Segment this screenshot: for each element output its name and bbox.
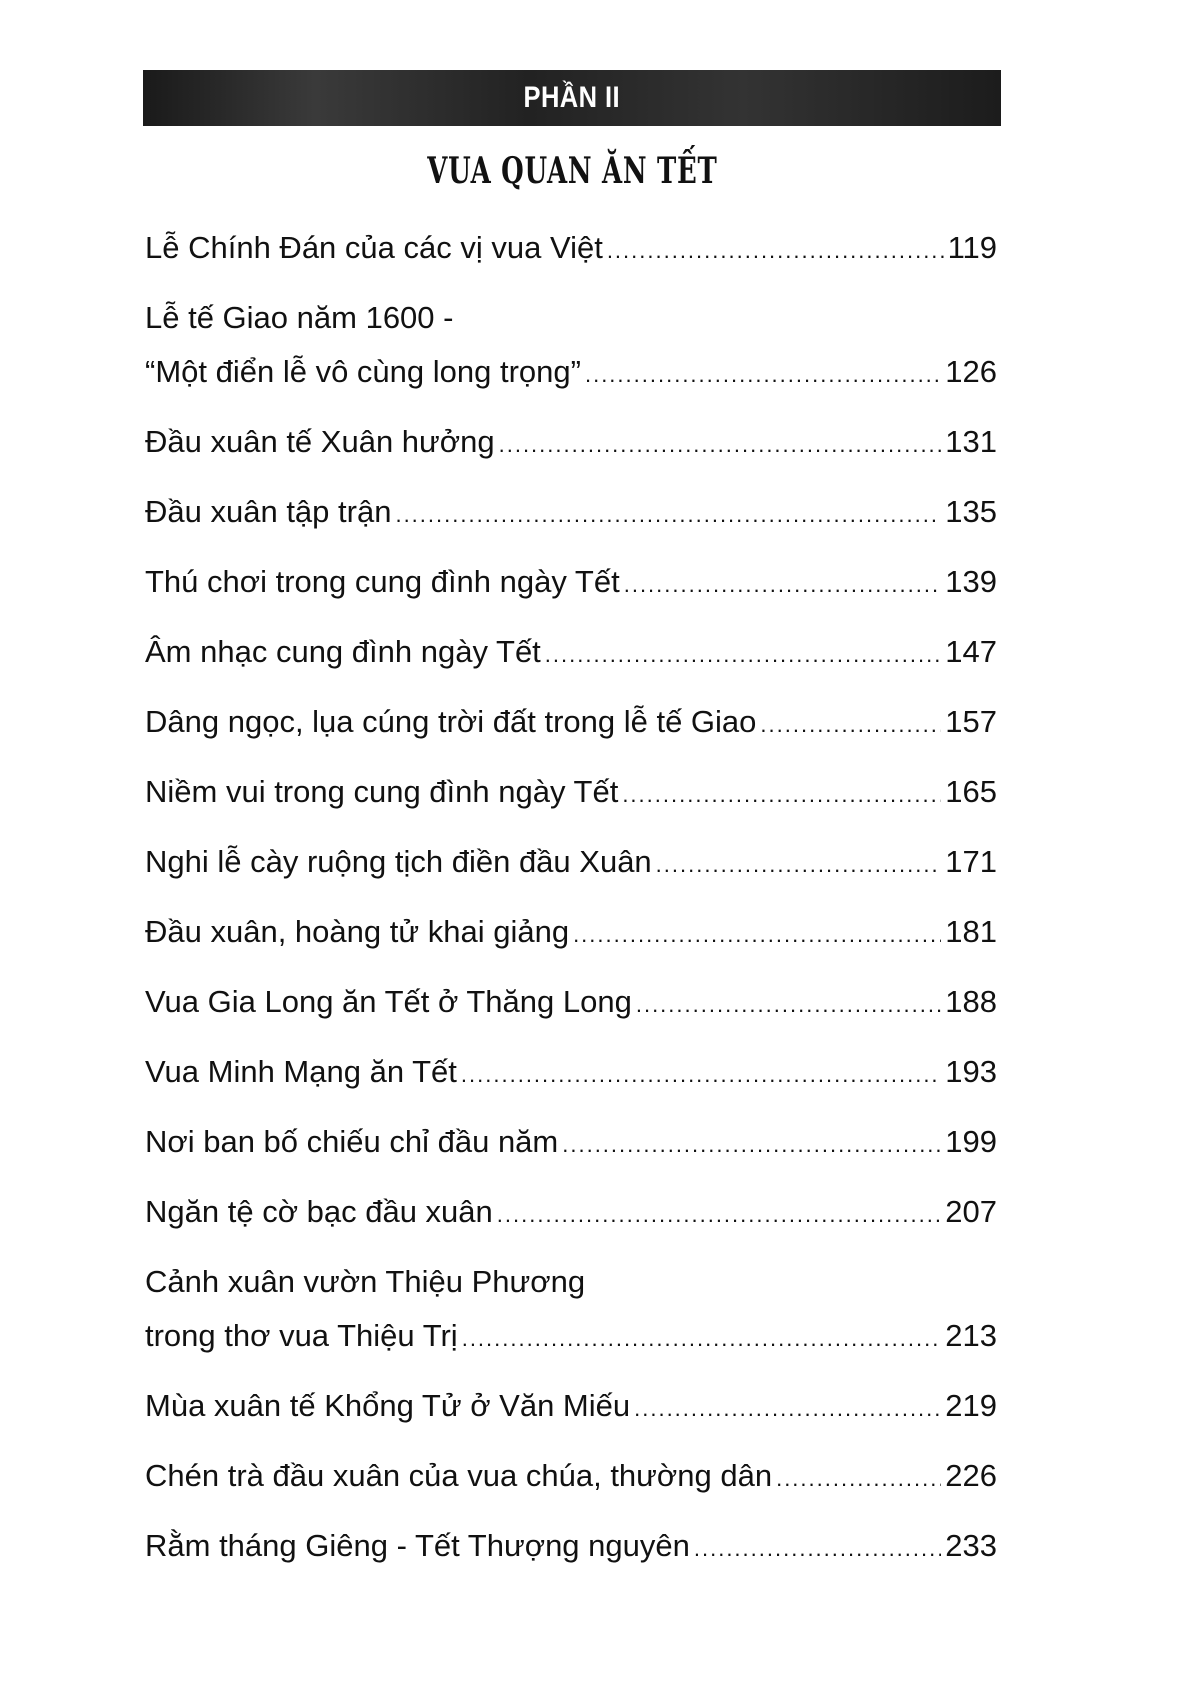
toc-page-number: 157: [945, 704, 997, 739]
toc-entry-title: Đầu xuân tập trận: [145, 494, 392, 529]
toc-entry-title: Cảnh xuân vườn Thiệu Phương: [145, 1264, 586, 1299]
toc-entry-title: Đầu xuân, hoàng tử khai giảng: [145, 914, 570, 949]
dot-leader: [776, 1452, 941, 1506]
dot-leader: [461, 1048, 941, 1102]
section-banner: [143, 70, 1001, 126]
toc-page-number: 119: [947, 230, 997, 265]
dot-leader: [562, 1118, 941, 1172]
table-of-contents: [145, 221, 997, 1589]
toc-entry-line: [145, 975, 997, 1032]
toc-entry[interactable]: [145, 975, 997, 1032]
toc-page-number: 207: [945, 1194, 997, 1229]
toc-entry-title: Vua Minh Mạng ăn Tết: [145, 1054, 457, 1089]
toc-entry-line: [145, 1185, 997, 1242]
section-title: VUA QUAN ĂN TẾT: [427, 150, 718, 192]
dot-leader: [634, 1382, 941, 1436]
toc-entry[interactable]: [145, 1185, 997, 1242]
toc-entry-line: [145, 485, 997, 542]
toc-entry-line: [145, 1045, 997, 1102]
dot-leader: [395, 488, 941, 542]
toc-page-number: 126: [945, 354, 997, 389]
toc-entry-title: Mùa xuân tế Khổng Tử ở Văn Miếu: [145, 1388, 631, 1423]
toc-entry-line: [145, 555, 997, 612]
toc-entry-title: Dâng ngọc, lụa cúng trời đất trong lễ tế Giao: [145, 704, 757, 739]
toc-entry-line: [145, 291, 997, 345]
toc-entry-title: Thú chơi trong cung đình ngày Tết: [145, 564, 620, 599]
dot-leader: [694, 1522, 941, 1576]
toc-entry-title: “Một điển lễ vô cùng long trọng”: [145, 354, 581, 389]
toc-entry-line: [145, 1255, 997, 1309]
dot-leader: [656, 838, 942, 892]
toc-page-number: 165: [945, 774, 997, 809]
dot-leader: [499, 418, 942, 472]
toc-entry-line: [145, 1115, 997, 1172]
toc-entry-line: [145, 695, 997, 752]
toc-entry-title: Lễ tế Giao năm 1600 -: [145, 300, 454, 335]
dot-leader: [760, 698, 941, 752]
toc-page-number: 233: [945, 1528, 997, 1563]
toc-entry[interactable]: [145, 1379, 997, 1436]
toc-entry[interactable]: [145, 765, 997, 822]
dot-leader: [636, 978, 941, 1032]
toc-entry[interactable]: [145, 905, 997, 962]
toc-entry-line: [145, 1449, 997, 1506]
toc-entry[interactable]: [145, 291, 997, 402]
toc-entry[interactable]: [145, 221, 997, 278]
dot-leader: [497, 1188, 941, 1242]
toc-entry-title: Chén trà đầu xuân của vua chúa, thường dân: [145, 1458, 773, 1493]
toc-page-number: 226: [945, 1458, 997, 1493]
toc-entry-title: Vua Gia Long ăn Tết ở Thăng Long: [145, 984, 632, 1019]
dot-leader: [462, 1312, 942, 1366]
toc-entry[interactable]: [145, 625, 997, 682]
toc-entry-line: [145, 1519, 997, 1576]
toc-entry-title: Nơi ban bố chiếu chỉ đầu năm: [145, 1124, 559, 1159]
toc-page-number: 199: [945, 1124, 997, 1159]
toc-entry[interactable]: [145, 1519, 997, 1576]
toc-entry[interactable]: [145, 1449, 997, 1506]
toc-page-number: 213: [945, 1318, 997, 1353]
toc-page-number: 147: [945, 634, 997, 669]
toc-entry-line: [145, 765, 997, 822]
toc-entry-line: [145, 1379, 997, 1436]
dot-leader: [573, 908, 941, 962]
dot-leader: [585, 348, 941, 402]
toc-entry[interactable]: [145, 555, 997, 612]
toc-entry-line: [145, 1309, 997, 1366]
toc-entry-title: Đầu xuân tế Xuân hưởng: [145, 424, 495, 459]
toc-entry-line: [145, 345, 997, 402]
toc-page-number: 219: [945, 1388, 997, 1423]
toc-entry[interactable]: [145, 1045, 997, 1102]
toc-entry-title: trong thơ vua Thiệu Trị: [145, 1318, 458, 1353]
toc-entry-title: Ngăn tệ cờ bạc đầu xuân: [145, 1194, 493, 1229]
toc-entry-line: [145, 835, 997, 892]
toc-entry-line: [145, 625, 997, 682]
toc-entry-line: [145, 415, 997, 472]
dot-leader: [545, 628, 941, 682]
section-label: PHẦN II: [523, 81, 621, 114]
toc-entry-title: Rằm tháng Giêng - Tết Thượng nguyên: [145, 1528, 690, 1563]
toc-entry[interactable]: [145, 1115, 997, 1172]
toc-entry[interactable]: [145, 1255, 997, 1366]
toc-page-number: 139: [945, 564, 997, 599]
toc-entry[interactable]: [145, 415, 997, 472]
toc-entry[interactable]: [145, 485, 997, 542]
toc-entry-title: Âm nhạc cung đình ngày Tết: [145, 634, 541, 669]
toc-entry[interactable]: [145, 695, 997, 752]
toc-page-number: 188: [945, 984, 997, 1019]
toc-entry-line: [145, 221, 997, 278]
dot-leader: [622, 768, 941, 822]
toc-page-number: 131: [945, 424, 997, 459]
toc-page-number: 135: [945, 494, 997, 529]
toc-page-number: 181: [945, 914, 997, 949]
toc-entry[interactable]: [145, 835, 997, 892]
toc-entry-title: Lễ Chính Đán của các vị vua Việt: [145, 230, 603, 265]
toc-entry-title: Nghi lễ cày ruộng tịch điền đầu Xuân: [145, 844, 652, 879]
toc-entry-title: Niềm vui trong cung đình ngày Tết: [145, 774, 619, 809]
toc-page-number: 193: [945, 1054, 997, 1089]
toc-entry-line: [145, 905, 997, 962]
dot-leader: [624, 558, 942, 612]
toc-page-number: 171: [945, 844, 997, 879]
dot-leader: [607, 224, 944, 278]
